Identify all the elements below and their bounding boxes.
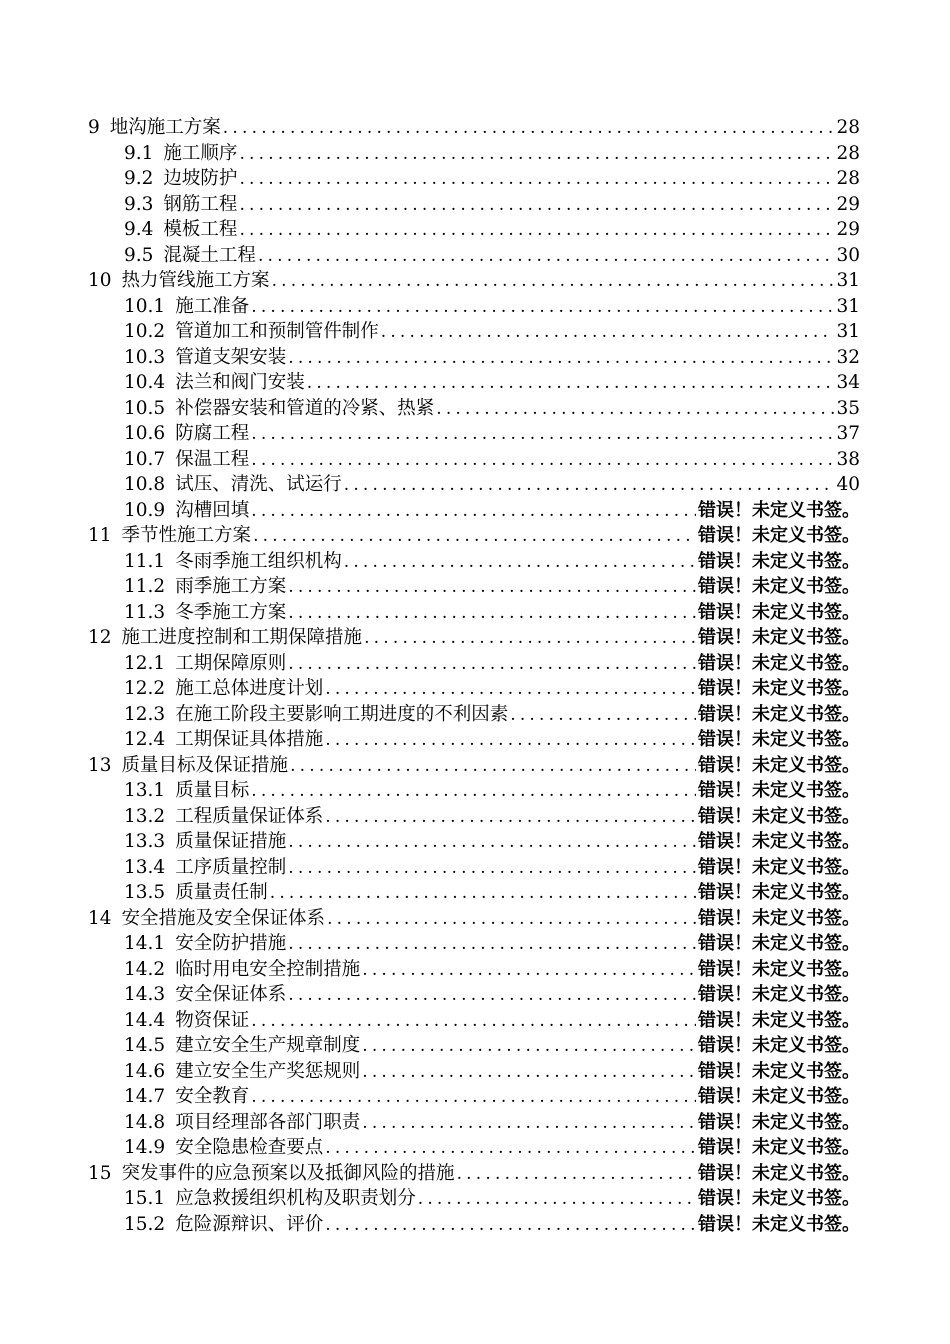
toc-entry-page: 32 (836, 346, 860, 368)
toc-entry-title: 工序质量控制 (175, 856, 287, 878)
toc-entry-page: 错误！未定义书签。 (698, 703, 860, 725)
toc-entry-number: 14.5 (124, 1035, 166, 1056)
toc-entry-title: 安全教育 (175, 1086, 250, 1107)
toc-entry-page: 37 (836, 423, 860, 444)
toc-entry-title: 危险源辩识、评价 (175, 1213, 324, 1235)
dot-leader (344, 473, 835, 499)
toc-entry[interactable] (88, 1161, 860, 1187)
toc-entry[interactable] (88, 472, 860, 498)
dot-leader (362, 1060, 696, 1086)
toc-entry-number: 13.1 (124, 780, 166, 801)
dot-leader (457, 1162, 696, 1188)
toc-entry[interactable] (88, 931, 860, 957)
dot-leader (418, 1187, 696, 1213)
toc-entry-number: 9.4 (124, 219, 154, 240)
dot-leader (381, 320, 835, 346)
dot-leader (325, 728, 696, 754)
toc-entry-page: 错误！未定义书签。 (698, 1009, 860, 1031)
toc-entry-title: 质量目标及保证措施 (121, 754, 289, 776)
dot-leader (288, 830, 696, 856)
toc-entry[interactable] (88, 217, 860, 243)
toc-entry-number: 15.2 (124, 1213, 166, 1235)
toc-entry-number: 10 (88, 270, 112, 291)
toc-entry-title: 防腐工程 (175, 423, 250, 444)
toc-entry-number: 13.4 (124, 856, 166, 878)
toc-entry-page: 35 (836, 397, 860, 419)
toc-entry-title: 法兰和阀门安装 (175, 372, 305, 393)
toc-entry-number: 12.2 (124, 678, 166, 699)
toc-entry-page: 31 (836, 270, 860, 291)
toc-entry-title: 物资保证 (175, 1009, 250, 1031)
toc-entry-title: 混凝土工程 (163, 244, 256, 266)
toc-entry-title: 安全保证体系 (175, 984, 287, 1005)
toc-entry-title: 钢筋工程 (163, 193, 238, 215)
toc-entry-number: 14.6 (124, 1060, 166, 1082)
toc-entry[interactable] (88, 574, 860, 600)
toc-entry-title: 突发事件的应急预案以及抵御风险的措施 (121, 1162, 455, 1184)
toc-entry[interactable] (88, 1212, 860, 1238)
toc-entry-page: 错误！未定义书签。 (698, 856, 860, 878)
toc-entry-page: 40 (836, 474, 860, 495)
toc-entry[interactable] (88, 1033, 860, 1059)
dot-leader (362, 1034, 696, 1060)
toc-entry[interactable] (88, 523, 860, 549)
toc-entry-page: 错误！未定义书签。 (698, 1137, 860, 1158)
toc-entry-page: 错误！未定义书签。 (698, 958, 860, 980)
toc-entry-title: 项目经理部各部门职责 (175, 1111, 361, 1133)
toc-entry-page: 错误！未定义书签。 (698, 831, 860, 852)
toc-entry-title: 季节性施工方案 (121, 525, 252, 546)
dot-leader (288, 346, 834, 372)
toc-entry-title: 管道加工和预制管件制作 (175, 321, 379, 342)
toc-entry-number: 9 (88, 117, 100, 138)
toc-entry-page: 错误！未定义书签。 (698, 652, 860, 674)
toc-entry-page: 28 (836, 168, 860, 189)
toc-entry-title: 施工进度控制和工期保障措施 (121, 627, 363, 648)
dot-leader (239, 193, 834, 219)
toc-entry[interactable] (88, 906, 860, 932)
toc-entry-page: 28 (836, 117, 860, 138)
toc-entry-page: 30 (836, 244, 860, 266)
toc-entry-page: 错误！未定义书签。 (698, 729, 860, 750)
toc-entry-page: 错误！未定义书签。 (698, 882, 860, 903)
toc-entry-title: 质量保证措施 (175, 831, 287, 852)
toc-entry[interactable] (88, 166, 860, 192)
toc-entry-number: 10.7 (124, 448, 166, 470)
toc-entry[interactable] (88, 115, 860, 141)
toc-entry-page: 错误！未定义书签。 (698, 1111, 860, 1133)
toc-entry-title: 工程质量保证体系 (175, 805, 324, 827)
dot-leader (251, 422, 834, 448)
dot-leader (325, 677, 696, 703)
toc-entry[interactable] (88, 702, 860, 728)
toc-entry-title: 雨季施工方案 (175, 576, 287, 597)
toc-entry[interactable] (88, 243, 860, 269)
toc-entry-title: 管道支架安装 (175, 346, 287, 368)
toc-entry-number: 11 (88, 525, 112, 546)
toc-entry-page: 错误！未定义书签。 (698, 525, 860, 546)
toc-entry-page: 31 (836, 321, 860, 342)
toc-entry-title: 试压、清洗、试运行 (175, 474, 342, 495)
dot-leader (436, 397, 834, 423)
toc-entry-title: 应急救援组织机构及职责划分 (175, 1188, 416, 1209)
dot-leader (272, 269, 835, 295)
toc-entry-title: 临时用电安全控制措施 (175, 958, 361, 980)
toc-entry-number: 10.5 (124, 397, 166, 419)
toc-entry-page: 29 (836, 193, 860, 215)
toc-entry-number: 14.1 (124, 933, 166, 954)
toc-entry-page: 错误！未定义书签。 (698, 499, 860, 521)
toc-entry-number: 14.9 (124, 1137, 166, 1158)
toc-entry-number: 9.1 (124, 142, 154, 164)
dot-leader (307, 371, 835, 397)
toc-entry-number: 11.1 (124, 550, 166, 572)
toc-entry-title: 地沟施工方案 (109, 117, 221, 138)
dot-leader (251, 1085, 696, 1111)
toc-entry[interactable] (88, 1110, 860, 1136)
toc-entry-number: 12 (88, 627, 112, 648)
toc-entry[interactable] (88, 1084, 860, 1110)
table-of-contents (88, 115, 860, 1237)
dot-leader (510, 703, 696, 729)
toc-entry-number: 10.2 (124, 321, 166, 342)
toc-entry-title: 保温工程 (175, 448, 250, 470)
dot-leader (223, 116, 835, 142)
toc-entry-number: 9.5 (124, 244, 154, 266)
toc-entry-title: 施工顺序 (163, 142, 238, 164)
toc-entry-number: 13 (88, 754, 112, 776)
dot-leader (288, 652, 696, 678)
dot-leader (290, 754, 696, 780)
toc-entry[interactable] (88, 778, 860, 804)
toc-entry-title: 冬季施工方案 (175, 601, 287, 623)
toc-entry-number: 9.2 (124, 168, 154, 189)
toc-entry-number: 14.3 (124, 984, 166, 1005)
toc-entry-title: 工期保障原则 (175, 652, 287, 674)
dot-leader (251, 499, 696, 525)
dot-leader (344, 550, 696, 576)
toc-entry-page: 错误！未定义书签。 (698, 805, 860, 827)
toc-entry[interactable] (88, 880, 860, 906)
toc-entry-title: 安全措施及安全保证体系 (121, 907, 326, 929)
dot-leader (288, 856, 696, 882)
toc-entry-number: 13.3 (124, 831, 166, 852)
toc-entry-title: 模板工程 (163, 219, 238, 240)
toc-entry-page: 错误！未定义书签。 (698, 627, 860, 648)
toc-entry-title: 施工准备 (175, 295, 250, 317)
toc-entry-number: 11.2 (124, 576, 166, 597)
toc-entry-title: 建立安全生产奖惩规则 (175, 1060, 361, 1082)
toc-entry-page: 错误！未定义书签。 (698, 984, 860, 1005)
toc-entry-page: 错误！未定义书签。 (698, 601, 860, 623)
dot-leader (288, 983, 696, 1009)
dot-leader (239, 167, 834, 193)
dot-leader (239, 218, 834, 244)
toc-entry[interactable] (88, 804, 860, 830)
toc-entry[interactable] (88, 1059, 860, 1085)
toc-entry-page: 34 (836, 372, 860, 393)
toc-entry[interactable] (88, 600, 860, 626)
toc-entry-title: 边坡防护 (163, 168, 238, 189)
toc-entry-title: 质量责任制 (175, 882, 268, 903)
toc-entry-page: 28 (836, 142, 860, 164)
toc-entry-title: 沟槽回填 (175, 499, 250, 521)
dot-leader (288, 575, 696, 601)
toc-entry[interactable] (88, 319, 860, 345)
dot-leader (251, 779, 696, 805)
toc-entry-title: 补偿器安装和管道的冷紧、热紧 (175, 397, 435, 419)
toc-entry-page: 错误！未定义书签。 (698, 933, 860, 954)
toc-entry[interactable] (88, 421, 860, 447)
toc-entry-page: 错误！未定义书签。 (698, 1060, 860, 1082)
dot-leader (258, 244, 835, 270)
toc-entry[interactable] (88, 957, 860, 983)
toc-entry-page: 错误！未定义书签。 (698, 1188, 860, 1209)
toc-entry-number: 14.4 (124, 1009, 166, 1031)
dot-leader (251, 448, 834, 474)
toc-entry-page: 31 (836, 295, 860, 317)
toc-entry-title: 冬雨季施工组织机构 (175, 550, 342, 572)
dot-leader (362, 958, 696, 984)
toc-entry[interactable] (88, 549, 860, 575)
toc-entry-number: 15 (88, 1162, 112, 1184)
dot-leader (364, 626, 696, 652)
toc-entry-title: 建立安全生产规章制度 (175, 1035, 361, 1056)
toc-entry-page: 错误！未定义书签。 (698, 1086, 860, 1107)
toc-entry-title: 工期保证具体措施 (175, 729, 324, 750)
dot-leader (251, 295, 834, 321)
toc-entry-number: 14.2 (124, 958, 166, 980)
toc-entry-number: 10.6 (124, 423, 166, 444)
dot-leader (362, 1111, 696, 1137)
toc-entry[interactable] (88, 447, 860, 473)
toc-entry[interactable] (88, 753, 860, 779)
dot-leader (325, 1213, 696, 1239)
toc-entry[interactable] (88, 1135, 860, 1161)
toc-entry-page: 错误！未定义书签。 (698, 576, 860, 597)
toc-entry-number: 14.7 (124, 1086, 166, 1107)
toc-entry[interactable] (88, 625, 860, 651)
toc-entry[interactable] (88, 370, 860, 396)
toc-entry[interactable] (88, 982, 860, 1008)
dot-leader (327, 907, 696, 933)
toc-entry-title: 施工总体进度计划 (175, 678, 324, 699)
toc-entry[interactable] (88, 345, 860, 371)
toc-entry-title: 热力管线施工方案 (121, 270, 270, 291)
toc-entry[interactable] (88, 268, 860, 294)
toc-entry-page: 错误！未定义书签。 (698, 754, 860, 776)
dot-leader (288, 601, 696, 627)
dot-leader (251, 1009, 696, 1035)
toc-entry[interactable] (88, 829, 860, 855)
toc-entry[interactable] (88, 676, 860, 702)
toc-entry-number: 14.8 (124, 1111, 166, 1133)
toc-entry[interactable] (88, 294, 860, 320)
toc-entry-number: 13.2 (124, 805, 166, 827)
toc-entry-number: 10.3 (124, 346, 166, 368)
toc-entry-number: 15.1 (124, 1188, 166, 1209)
toc-entry[interactable] (88, 651, 860, 677)
toc-entry-number: 11.3 (124, 601, 166, 623)
toc-entry-number: 10.1 (124, 295, 166, 317)
toc-entry-number: 14 (88, 907, 112, 929)
toc-entry-number: 12.3 (124, 703, 166, 725)
toc-entry-number: 9.3 (124, 193, 154, 215)
toc-entry[interactable] (88, 498, 860, 524)
dot-leader (270, 881, 696, 907)
toc-entry-page: 错误！未定义书签。 (698, 907, 860, 929)
toc-entry-page: 错误！未定义书签。 (698, 780, 860, 801)
dot-leader (239, 142, 834, 168)
toc-entry[interactable] (88, 192, 860, 218)
toc-entry-page: 错误！未定义书签。 (698, 678, 860, 699)
toc-entry-number: 10.9 (124, 499, 166, 521)
toc-entry-number: 10.8 (124, 474, 166, 495)
toc-entry[interactable] (88, 855, 860, 881)
toc-entry-page: 错误！未定义书签。 (698, 550, 860, 572)
toc-entry-number: 10.4 (124, 372, 166, 393)
toc-entry-page: 错误！未定义书签。 (698, 1035, 860, 1056)
toc-entry-number: 12.4 (124, 729, 166, 750)
toc-entry-title: 质量目标 (175, 780, 250, 801)
toc-entry[interactable] (88, 396, 860, 422)
toc-entry-page: 错误！未定义书签。 (698, 1162, 860, 1184)
dot-leader (325, 805, 696, 831)
toc-entry[interactable] (88, 1186, 860, 1212)
toc-entry-number: 12.1 (124, 652, 166, 674)
toc-entry-title: 安全隐患检查要点 (175, 1137, 324, 1158)
dot-leader (253, 524, 696, 550)
toc-entry-page: 29 (836, 219, 860, 240)
toc-entry-title: 在施工阶段主要影响工期进度的不利因素 (175, 703, 509, 725)
toc-entry-number: 13.5 (124, 882, 166, 903)
toc-entry-title: 安全防护措施 (175, 933, 287, 954)
dot-leader (288, 932, 696, 958)
toc-entry-page: 错误！未定义书签。 (698, 1213, 860, 1235)
toc-entry-page: 38 (836, 448, 860, 470)
dot-leader (325, 1136, 696, 1162)
toc-entry[interactable] (88, 727, 860, 753)
toc-entry[interactable] (88, 141, 860, 167)
toc-entry[interactable] (88, 1008, 860, 1034)
